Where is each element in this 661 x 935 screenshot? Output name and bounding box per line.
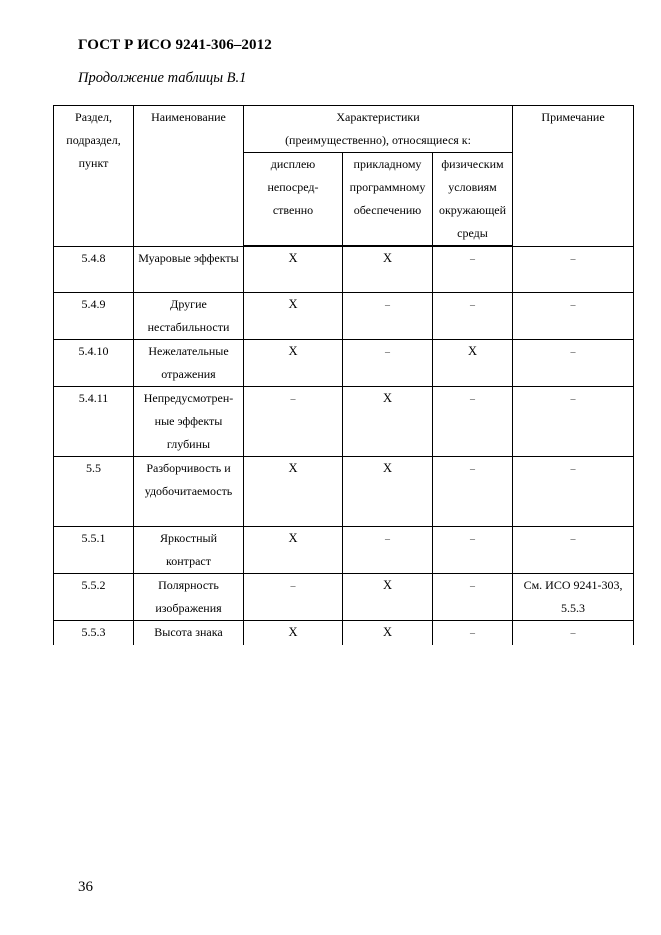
header-display: дисплею непосредственно [244, 153, 343, 247]
cell-note: – [513, 620, 634, 645]
cell-name: Высота знака [134, 620, 244, 645]
cell-display: X [244, 456, 343, 526]
cell-section: 5.4.10 [54, 339, 134, 386]
table-header-row-1 [54, 106, 634, 153]
cell-display: X [244, 292, 343, 339]
cell-physical: – [433, 386, 513, 456]
table-row [54, 620, 634, 645]
document-standard-title: ГОСТ Р ИСО 9241-306–2012 [78, 37, 272, 53]
header-section: Раздел, подраздел, пункт [54, 106, 134, 247]
cell-note: – [513, 292, 634, 339]
table-row [54, 456, 634, 526]
cell-name: Другие нестабильности [134, 292, 244, 339]
cell-physical: – [433, 573, 513, 620]
cell-display: – [244, 386, 343, 456]
cell-software: – [343, 292, 433, 339]
cell-name: Муаровые эффекты [134, 246, 244, 292]
table-caption: Продолжение таблицы В.1 [78, 70, 247, 86]
cell-section: 5.4.8 [54, 246, 134, 292]
header-software: прикладному программному обеспечению [343, 153, 433, 247]
cell-software: X [343, 386, 433, 456]
cell-software: – [343, 526, 433, 573]
cell-physical: – [433, 620, 513, 645]
cell-name: Яркостный контраст [134, 526, 244, 573]
cell-display: X [244, 246, 343, 292]
page-number: 36 [78, 879, 93, 895]
cell-name: Полярность изображения [134, 573, 244, 620]
cell-note: – [513, 339, 634, 386]
cell-display: X [244, 339, 343, 386]
cell-display: – [244, 573, 343, 620]
cell-section: 5.5.3 [54, 620, 134, 645]
header-name: Наименование [134, 106, 244, 247]
cell-software: – [343, 339, 433, 386]
table-row [54, 246, 634, 292]
cell-note: – [513, 456, 634, 526]
cell-section: 5.5.1 [54, 526, 134, 573]
cell-name: Нежелательные отражения [134, 339, 244, 386]
cell-section: 5.4.9 [54, 292, 134, 339]
cell-display: X [244, 526, 343, 573]
cell-section: 5.5.2 [54, 573, 134, 620]
cell-physical: – [433, 246, 513, 292]
table-row [54, 526, 634, 573]
header-note: Примечание [513, 106, 634, 247]
header-physical: физическим условиям окружающей среды [433, 153, 513, 247]
cell-display: X [244, 620, 343, 645]
cell-name: Разборчивость и удобочитаемость [134, 456, 244, 526]
cell-physical: – [433, 456, 513, 526]
header-characteristics: Характеристики (преимущественно), относящиеся к: [244, 106, 513, 153]
table-body [54, 106, 634, 645]
cell-note: – [513, 246, 634, 292]
cell-note: – [513, 526, 634, 573]
cell-software: X [343, 246, 433, 292]
cell-name: Непредусмотренные эффекты глубины [134, 386, 244, 456]
cell-physical: X [433, 339, 513, 386]
cell-software: X [343, 620, 433, 645]
cell-software: X [343, 456, 433, 526]
cell-note: – [513, 386, 634, 456]
cell-section: 5.5 [54, 456, 134, 526]
cell-physical: – [433, 526, 513, 573]
cell-section: 5.4.11 [54, 386, 134, 456]
table-row [54, 292, 634, 339]
table-row [54, 339, 634, 386]
table-row [54, 573, 634, 620]
characteristics-table [53, 105, 634, 645]
table-row [54, 386, 634, 456]
cell-software: X [343, 573, 433, 620]
cell-note: См. ИСО 9241-303, 5.5.3 [513, 573, 634, 620]
cell-physical: – [433, 292, 513, 339]
